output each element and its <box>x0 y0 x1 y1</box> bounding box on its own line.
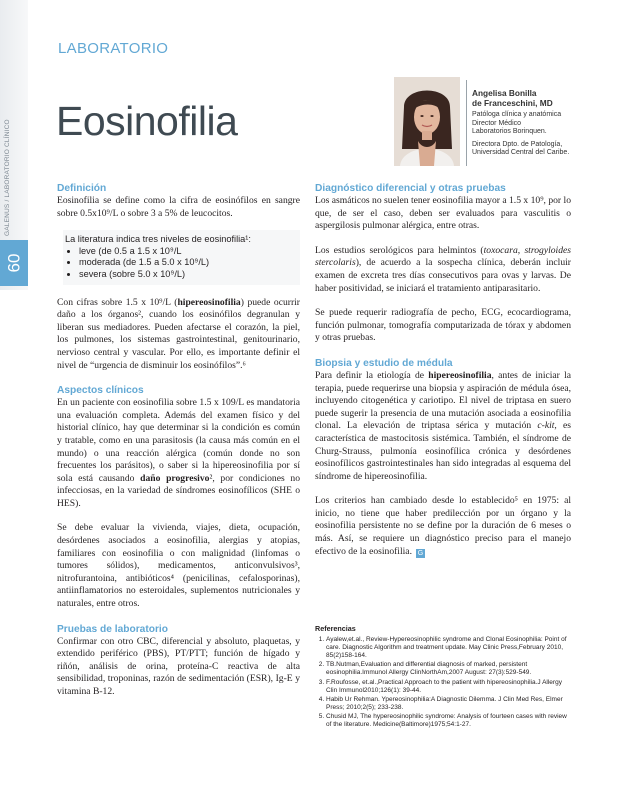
definicion-text: Eosinofilia se define como la cifra de eosinófilos en sangre sobre 0.5x10⁹/L o sobre 3 a 5% de leucocitos. <box>57 195 300 219</box>
level-item: • severa (sobre 5.0 x 10⁹/L) <box>79 269 298 281</box>
reference-item: 2. TB.Nutman,Evaluation and differential diagnosis of marked, persistent eosinophilia.Immunol Allergy ClinNorthAm,2007 August: 27(3):529-549. <box>326 661 573 677</box>
article-title: Eosinofilia <box>56 98 238 144</box>
diagnostico-paragraph-2 <box>315 245 571 295</box>
left-column <box>57 182 300 699</box>
biopsia-paragraph-1 <box>315 370 571 483</box>
text-run: Los criterios han cambiado desde lo establecido⁵ en 1975: al inicio, no tiene que haber predilección por un órgano y la eosinofilia persistente no se define por la duración de 6 meses o más. Así, se requiere un diagnóstico preciso para el manejo efectivo de la eosinofilia. <box>315 495 571 557</box>
text-run: ), de acuerdo a la sospecha clínica, deberán incluir examen de excreta tres días consecutivos para ovas y larvas. De haber positividad, se iniciará el tratamiento antiparasitario. <box>315 257 571 294</box>
heading-pruebas: Pruebas de laboratorio <box>57 623 168 635</box>
levels-intro: La literatura indica tres niveles de eosinofilia¹: <box>65 234 251 245</box>
right-column <box>315 182 571 558</box>
bold-term: hipereosinofilia <box>177 296 241 308</box>
text-run: , antes de iniciar la terapia, puede requerirse una biopsia y aspiración de médula ósea, incluyendo citogenética y cariotipo. El nivel de triptasa en suero puede sugerir la presencia de una mutación asociada a eosinofilia clonal. La elevación de triptasa sérica y mutación <box>315 369 571 432</box>
author-block <box>472 88 612 158</box>
author-role-line3: Laboratorios Borinquen. <box>472 128 547 136</box>
author-photo <box>394 77 460 166</box>
side-strip <box>0 0 28 802</box>
bold-term: hipereosinofilia <box>428 369 492 381</box>
heading-definicion: Definición <box>57 183 107 194</box>
author-portrait-image <box>394 77 460 166</box>
references-block <box>315 625 573 730</box>
pruebas-text: Confirmar con otro CBC, diferencial y absoluto, plaquetas, y extendido periférico (PBS), PT/PTT; función de hígado y riñón, análisis de orina, proteína-C reactiva de alta sensibilidad, troponinas, razón de sedimentación (ESR), Ig-E y vitamina B-12. <box>57 635 300 697</box>
end-of-article-icon: G <box>417 549 424 557</box>
text-run: Para definir la etiología de <box>315 369 429 381</box>
reference-item: 1. Ayalew,et.al., Review-Hypereosinophilic syndrome and Clonal Eosinophilia: Point of care. Diagnostic Algorithm and treatment update. May Clinic Press,February 2010, 85(2)158-164. <box>326 636 573 660</box>
biopsia-paragraph-2 <box>315 495 571 558</box>
aspectos-paragraph-1 <box>57 397 300 510</box>
page-number: 60 <box>3 253 23 273</box>
text-run: Los estudios serológicos para helmintos ( <box>315 244 484 256</box>
author-name-line2: de Franceschini, MD <box>472 98 553 108</box>
italic-term: toxocara, strogyloides stercolaris <box>315 244 571 269</box>
text-run: En un paciente con eosinofilia sobre 1.5 x 109/L es mandatoria una evaluación completa. Además del examen físico y del historial clínico, hay que determinar si la condición es común y tratable, como en una parasitosis (la causa más común en el mundo) o una reacción alérgica (común donde no son frecuentes los parásitos), o saber si la hipereosinofilia por sí sola está causando <box>57 397 300 484</box>
text-run: Con cifras sobre 1.5 x 10⁹/L ( <box>57 296 178 308</box>
references-heading: Referencias <box>315 624 356 633</box>
author-role-line5: Universidad Central del Caribe. <box>472 149 570 157</box>
heading-diagnostico: Diagnóstico diferencial y otras pruebas <box>315 183 506 194</box>
diagnostico-paragraph-1: Los asmáticos no suelen tener eosinofilia mayor a 1.5 x 10⁹, por lo que, de ser el caso, deben ser evaluados para vasculitis o aspergilosis pulmonar alérgica, entre otras. <box>315 195 571 232</box>
levels-list <box>65 246 298 281</box>
reference-item: 5. Chusid MJ, The hypereosinophilic syndrome: Analysis of fourteen cases with review of the literature. Medicine(Baltimore)1975;54:1-27. <box>326 713 573 729</box>
author-name-line1: Angelisa Bonilla <box>472 88 537 98</box>
running-section-label <box>4 216 11 236</box>
levels-box <box>63 230 300 284</box>
section-label: LABORATORIO <box>58 40 169 57</box>
heading-aspectos: Aspectos clínicos <box>57 385 144 397</box>
text-run: ², por condiciones no infecciosas, en la variedad de síndromes eosinofílicos (SHE o HES). <box>57 472 300 509</box>
references-list <box>315 636 573 729</box>
heading-biopsia: Biopsia y estudio de médula <box>315 357 453 369</box>
bold-term: daño progresivo <box>140 472 210 484</box>
page-number-tab <box>0 240 28 286</box>
author-role-line1: Patóloga clínica y anatómica <box>472 111 562 118</box>
author-role-line2: Director Médico <box>472 119 522 127</box>
italic-term: c-kit <box>537 420 555 432</box>
level-item: • moderada (de 1.5 a 5.0 x 10⁹/L) <box>79 257 298 269</box>
definicion-paragraph-2 <box>57 297 300 373</box>
text-run: , es característica de mastocitosis sistémica. También, el síndrome de Churg-Strauss, pulmonía eosinofílica crónica y desórdenes eosinofílicos gastrointestinales han sido integradas al esquema del síndrome de hipereosinofilia. <box>315 420 571 482</box>
diagnostico-paragraph-3: Se puede requerir radiografía de pecho, ECG, ecocardiograma, función pulmonar, tomografía computarizada de tórax y abdomen y otras pruebas. <box>315 307 571 344</box>
level-item: • leve (de 0.5 a 1.5 x 10⁹/L <box>79 246 298 258</box>
text-run: ) puede ocurrir daño a los órganos², cuando los eosinófilos degranulan y liberan sus mediadores. Pueden afectarse el corazón, la piel, los pulmones, los sistemas gastrointestinal, genitourinario, nervioso central y vascular. Por ello, es importante definir el nivel de “urgencia de disminuir los eosinófilos”.⁶ <box>57 296 300 371</box>
reference-item: 3. F.Roufosse, et.al.,Practical Approach to the patient with hipereosinophilia.J Allergy Clin Immunol2010;126(1): 39-44. <box>326 679 573 695</box>
author-divider <box>466 80 467 166</box>
reference-item: 4. Habib Ur Rehman. Ypereosinophilia:A Diagnostic Dilemma. J Clin Med Res, Elmer Press; 2010;2(5); 233-238. <box>326 696 573 712</box>
author-role-line4: Directora Dpto. de Patología, <box>472 140 563 148</box>
aspectos-paragraph-2: Se debe evaluar la vivienda, viajes, dieta, ocupación, desórdenes asociados a eosinofilia, alergias y atopias, familiares con eosinofilia o con malignidad (linfomas o tumores sólidos), medicamentos, anticonvulsivos³, nitrofurantoina, antibióticos⁴ (penicilinas, cefalosporinas), antiinflamatorios no esteroidales, suplementos nutricionales y naturales, entre otros. <box>57 522 300 610</box>
